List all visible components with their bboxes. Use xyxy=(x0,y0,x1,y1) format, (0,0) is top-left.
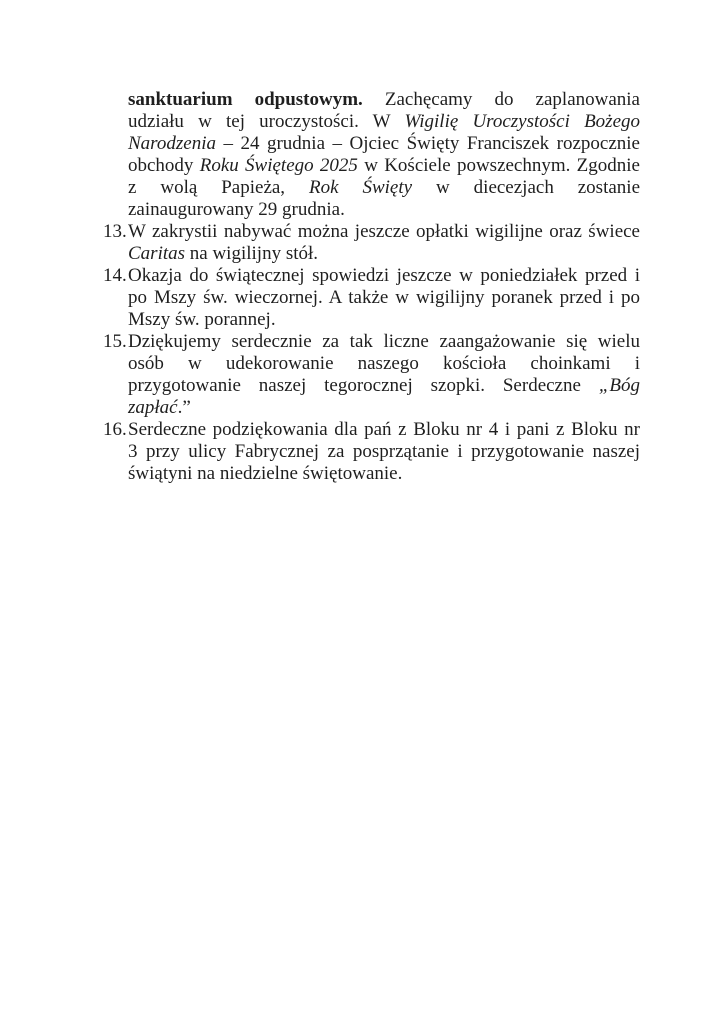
text-run: Caritas xyxy=(128,243,186,264)
text-run: 3 przy ulicy Fabrycznej za posprzątanie i przygotowanie naszej xyxy=(128,441,640,462)
text-run: świątyni na niedzielne świętowanie. xyxy=(128,463,403,484)
list-number: 13. xyxy=(103,221,127,242)
text-run: Roku Świętego 2025 xyxy=(199,155,358,176)
list-number: 14. xyxy=(103,265,127,286)
text-line xyxy=(128,199,640,221)
text-run: po Mszy św. wieczornej. A także w wigilijny poranek przed i po xyxy=(128,287,640,308)
paragraph-text xyxy=(128,265,640,331)
text-run: z wolą Papieża, xyxy=(128,177,309,198)
paragraph-text xyxy=(128,221,640,265)
paragraph-text xyxy=(128,331,640,419)
text-line xyxy=(128,287,640,309)
text-line xyxy=(128,375,640,397)
text-line xyxy=(128,397,640,419)
text-line xyxy=(128,155,640,177)
list-number: 15. xyxy=(103,331,127,352)
text-run: „Bóg xyxy=(598,375,640,396)
text-line xyxy=(128,353,640,375)
paragraph-text xyxy=(128,419,640,485)
text-line xyxy=(128,265,640,287)
text-run: obchody xyxy=(128,155,200,176)
text-line xyxy=(128,463,640,485)
text-run: .” xyxy=(177,397,191,418)
text-run: w diecezjach zostanie xyxy=(412,177,640,198)
text-run: Zachęcamy do zaplanowania xyxy=(362,89,640,110)
text-run: Mszy św. porannej. xyxy=(128,309,276,330)
text-run: osób w udekorowanie naszego kościoła choinkami i xyxy=(128,353,640,374)
text-run: przygotowanie naszej tegorocznej szopki. Serdeczne xyxy=(128,375,599,396)
text-line xyxy=(128,221,640,243)
text-run: Wigilię Uroczystości Bożego xyxy=(404,111,640,132)
text-run: na wigilijny stół. xyxy=(185,243,319,264)
text-run: zapłać xyxy=(128,397,178,418)
text-run: Serdeczne podziękowania dla pań z Bloku nr 4 i pani z Bloku nr xyxy=(128,419,640,440)
list-number: 16. xyxy=(103,419,127,440)
text-line xyxy=(128,133,640,155)
text-run: – 24 grudnia – Ojciec Święty Franciszek rozpocznie xyxy=(215,133,640,154)
text-run: zainaugurowany 29 grudnia. xyxy=(128,199,345,220)
document-body xyxy=(103,89,640,485)
text-run: W zakrystii nabywać można jeszcze opłatki wigilijne oraz świece xyxy=(128,221,640,242)
text-line xyxy=(128,419,640,441)
text-line xyxy=(128,243,640,265)
text-line xyxy=(128,331,640,353)
list-item-16 xyxy=(103,419,640,485)
text-line xyxy=(128,177,640,199)
paragraph-text xyxy=(128,89,640,221)
text-line xyxy=(128,441,640,463)
text-run: Rok Święty xyxy=(309,177,413,198)
text-run: Dziękujemy serdecznie za tak liczne zaangażowanie się wielu xyxy=(128,331,640,352)
text-run: Okazja do świątecznej spowiedzi jeszcze w poniedziałek przed i xyxy=(128,265,640,286)
text-run: Narodzenia xyxy=(128,133,216,154)
text-run: udziału w tej uroczystości. W xyxy=(128,111,405,132)
text-run: sanktuarium odpustowym. xyxy=(128,89,363,110)
text-run: w Kościele powszechnym. Zgodnie xyxy=(357,155,640,176)
list-item-15 xyxy=(103,331,640,419)
text-line xyxy=(128,309,640,331)
text-line xyxy=(128,111,640,133)
list-item-14 xyxy=(103,265,640,331)
paragraph-continuation xyxy=(103,89,640,221)
text-line xyxy=(128,89,640,111)
list-item-13 xyxy=(103,221,640,265)
